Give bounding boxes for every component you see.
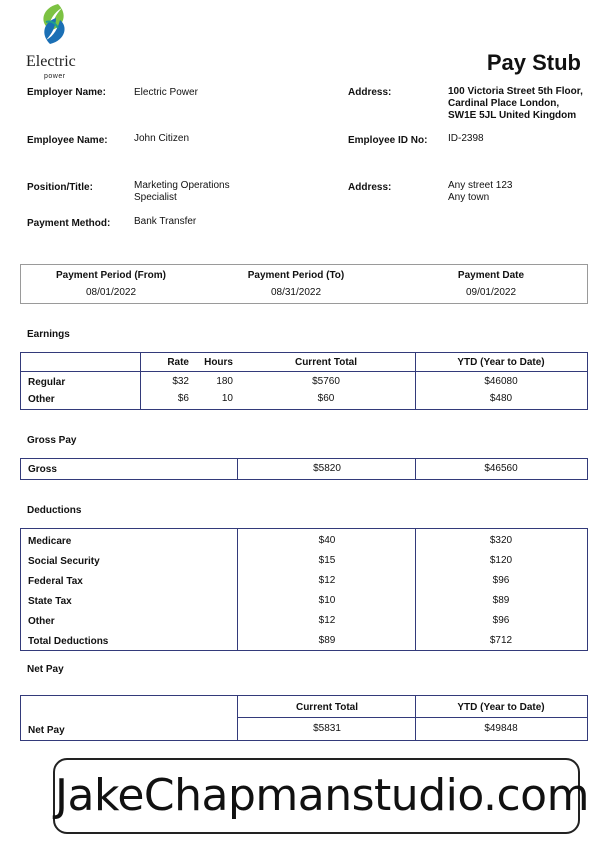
net-pay-table — [20, 695, 588, 741]
deduction-ytd: $120 — [489, 555, 513, 566]
employer-address-line-1: 100 Victoria Street 5th Floor, — [448, 86, 583, 97]
gross-row-current: $5820 — [313, 463, 341, 474]
earnings-row-hours: 180 — [216, 376, 233, 387]
employer-address-line-2: Cardinal Place London, — [448, 98, 560, 109]
payment-method-label: Payment Method: — [27, 218, 111, 229]
page-title: Pay Stub — [486, 50, 581, 75]
deduction-name: Other — [28, 616, 55, 627]
earnings-header-rate: Rate — [167, 357, 189, 368]
payment-method-value: Bank Transfer — [134, 216, 197, 227]
period-to-value: 08/31/2022 — [270, 287, 322, 298]
earnings-row-ytd: $46080 — [484, 376, 518, 387]
earnings-header-hours: Hours — [204, 357, 233, 368]
deduction-current: $12 — [318, 615, 336, 626]
logo-subtitle: power — [44, 73, 66, 80]
deduction-ytd: $96 — [492, 575, 510, 586]
deduction-ytd: $89 — [492, 595, 510, 606]
deduction-current: $15 — [318, 555, 336, 566]
employer-address-line-3: SW1E 5JL United Kingdom — [448, 110, 577, 121]
deduction-name: Medicare — [28, 536, 72, 547]
company-logo — [22, 2, 92, 82]
employee-label: Employee Name: — [27, 135, 108, 146]
deduction-ytd: $320 — [489, 535, 513, 546]
deductions-heading: Deductions — [27, 505, 82, 516]
earnings-row-name: Other — [28, 394, 55, 405]
earnings-row-ytd: $480 — [489, 393, 513, 404]
position-line-1: Marketing Operations — [134, 180, 230, 191]
gross-pay-heading: Gross Pay — [27, 435, 77, 446]
net-row-ytd: $49848 — [484, 723, 518, 734]
earnings-heading: Earnings — [27, 329, 70, 340]
employee-address-line-1: Any street 123 — [448, 180, 513, 191]
period-from-label: Payment Period (From) — [55, 270, 167, 281]
logo-name: Electric — [26, 53, 76, 70]
deduction-ytd: $712 — [489, 635, 513, 646]
payment-date-label: Payment Date — [457, 270, 525, 281]
employee-address-label: Address: — [348, 182, 392, 193]
deduction-current: $12 — [318, 575, 336, 586]
earnings-row-current: $60 — [317, 393, 335, 404]
deduction-current: $89 — [318, 635, 336, 646]
employer-value: Electric Power — [134, 87, 198, 98]
period-to-label: Payment Period (To) — [247, 270, 345, 281]
watermark-banner: JakeChapmanstudio.com — [53, 758, 580, 834]
net-row-name: Net Pay — [28, 725, 65, 736]
employee-id-label: Employee ID No: — [348, 135, 428, 146]
employer-label: Employer Name: — [27, 87, 106, 98]
gross-row-ytd: $46560 — [484, 463, 518, 474]
position-label: Position/Title: — [27, 182, 93, 193]
deduction-name: Social Security — [28, 556, 100, 567]
employer-address-label: Address: — [348, 87, 392, 98]
earnings-row-current: $5760 — [312, 376, 340, 387]
earnings-table — [20, 352, 588, 410]
employee-address-line-2: Any town — [448, 192, 490, 203]
employer-address-value — [448, 86, 583, 122]
payment-date-value: 09/01/2022 — [465, 287, 517, 298]
gross-pay-table — [20, 458, 588, 480]
net-pay-heading: Net Pay — [27, 664, 64, 675]
period-from-value: 08/01/2022 — [85, 287, 137, 298]
earnings-header-ytd: YTD (Year to Date) — [457, 357, 545, 368]
payment-period-box — [20, 264, 588, 304]
deduction-ytd: $96 — [492, 615, 510, 626]
earnings-row-name: Regular — [28, 377, 66, 388]
deduction-name: Total Deductions — [28, 636, 109, 647]
deduction-name: Federal Tax — [28, 576, 83, 587]
deductions-table — [20, 528, 588, 651]
net-header-ytd: YTD (Year to Date) — [457, 702, 545, 713]
employee-id-value: ID-2398 — [448, 133, 484, 144]
net-row-current: $5831 — [313, 723, 341, 734]
earnings-header-current: Current Total — [294, 357, 358, 368]
employee-value: John Citizen — [134, 133, 190, 144]
earnings-row-hours: 10 — [221, 393, 233, 404]
deduction-current: $10 — [318, 595, 336, 606]
gross-row-name: Gross — [28, 464, 57, 475]
net-header-current: Current Total — [295, 702, 359, 713]
employee-address-value — [448, 180, 512, 204]
leaf-logo-icon — [36, 2, 72, 46]
position-line-2: Specialist — [134, 192, 177, 203]
deduction-name: State Tax — [28, 596, 72, 607]
earnings-row-rate: $32 — [172, 376, 189, 387]
position-value — [134, 180, 230, 204]
earnings-row-rate: $6 — [177, 393, 189, 404]
deduction-current: $40 — [318, 535, 336, 546]
